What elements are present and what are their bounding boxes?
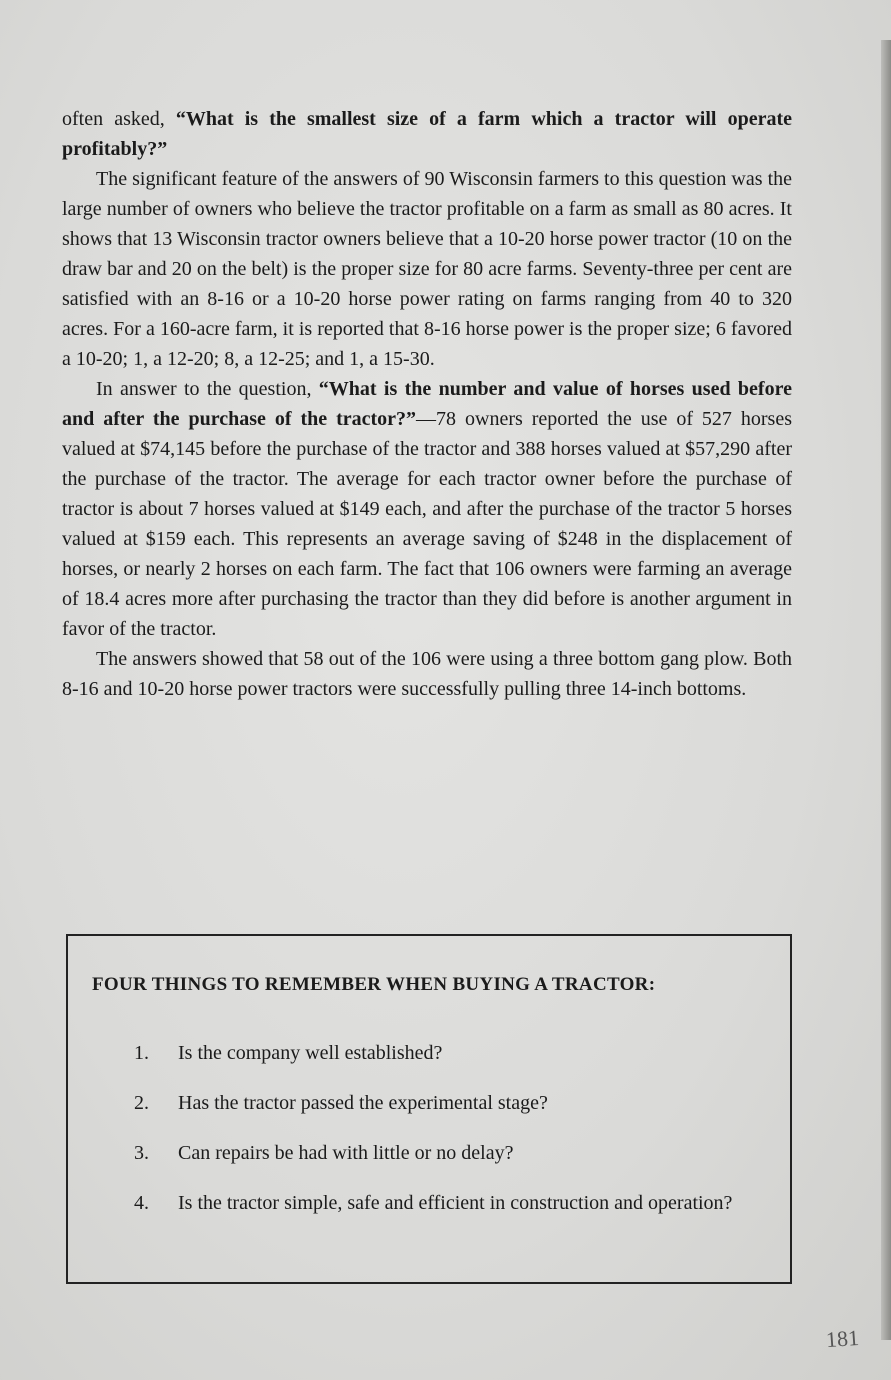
tip-number: 1. — [134, 1042, 149, 1064]
paragraph-1-question: “What is the smallest size of a farm which a tractor will operate profitably?” — [62, 108, 792, 160]
tip-text: Has the tractor passed the experimental stage? — [178, 1092, 548, 1114]
paragraph-3 — [62, 374, 792, 644]
paragraph-3-question: “What is the number and value of horses used before and after the purchase of the tractor?” — [62, 378, 792, 430]
tip-item-1 — [134, 1034, 778, 1072]
tips-box — [66, 934, 792, 1284]
tip-text: Can repairs be had with little or no delay? — [178, 1142, 514, 1164]
page-number: 181 — [825, 1324, 860, 1353]
tip-item-4 — [134, 1184, 778, 1222]
tip-text: Is the company well established? — [178, 1042, 443, 1064]
paragraph-3-body: —78 owners reported the use of 527 horses valued at $74,145 before the purchase of the tractor and 388 horses valued at $57,290 after the purchase of the tractor. The average for each tractor owner before the purchase of tractor is about 7 horses valued at $149 each, and after the purchase of the tractor 5 horses valued at $159 each. This represents an average saving of $248 in the displacement of horses, or nearly 2 horses on each farm. The fact that 106 owners were farming an average of 18.4 acres more after purchasing the tractor than they did before is another argument in favor of the tractor. — [62, 408, 792, 640]
paragraph-3-lead: In answer to the question, — [96, 378, 319, 400]
tip-number: 4. — [134, 1192, 149, 1214]
tip-item-2 — [134, 1084, 778, 1122]
paragraph-4: The answers showed that 58 out of the 106 were using a three bottom gang plow. Both 8-16 and 10-20 horse power tractors were successfully pulling three 14-inch bottoms. — [62, 648, 792, 700]
tip-text: Is the tractor simple, safe and efficient in construction and operation? — [178, 1192, 733, 1214]
tip-number: 2. — [134, 1092, 149, 1114]
paragraph-1-lead: often asked, — [62, 108, 176, 130]
paragraph-1 — [62, 104, 792, 164]
body-text — [62, 104, 792, 704]
paragraph-2: The significant feature of the answers of 90 Wisconsin farmers to this question was the large number of owners who believe the tractor profitable on a farm as small as 80 acres. It shows that 13 Wisconsin tractor owners believe that a 10-20 horse power tractor (10 on the draw bar and 20 on the belt) is the proper size for 80 acre farms. Seventy-three per cent are satisfied with an 8-16 or a 10-20 horse power rating on farms ranging from 40 to 320 acres. For a 160-acre farm, it is reported that 8-16 horse power is the proper size; 6 favored a 10-20; 1, a 12-20; 8, a 12-25; and 1, a 15-30. — [62, 168, 792, 370]
tips-box-title: FOUR THINGS TO REMEMBER WHEN BUYING A TRACTOR: — [92, 974, 656, 995]
page-edge — [881, 40, 891, 1340]
tip-item-3 — [134, 1134, 778, 1172]
tip-number: 3. — [134, 1142, 149, 1164]
